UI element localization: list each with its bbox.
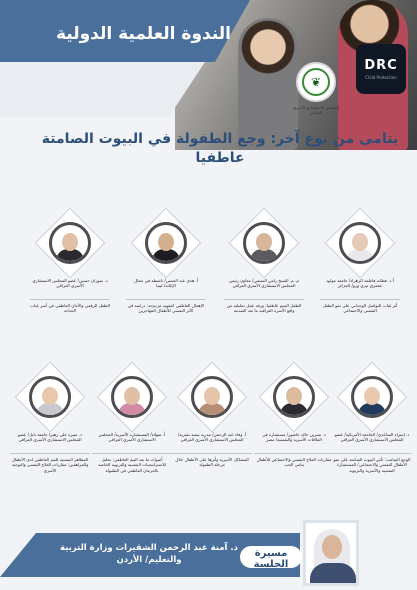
drc-logo-subtitle: Child Protection (365, 75, 397, 80)
council-logo (296, 62, 336, 102)
speaker-photo (49, 222, 91, 264)
speaker-name: د. نسرين خالد عاشور/ مستشارة في العلاقات الأسرية والنفسية/ مصر (254, 432, 334, 454)
drc-logo-text: DRC (364, 58, 398, 73)
speaker-photo (111, 376, 153, 418)
speaker-name: أ.د. فطانة فاطمة الزهراء/ جامعة مولود معمري تيزي وزو/ الجزائر (320, 278, 400, 300)
session-chair-name: د. آمنة عبد الرحمن الشقيرات وزارة التربية والتعليم/ الأردن (60, 543, 238, 565)
speaker-topic: المظاهر النفسية لليتم العاطفي لدى الأطفال والمراهقين: مقاربات العلاج النفسي والتوجيه الأسري (11, 457, 89, 473)
speaker-topic: الطفل اليتيم عاطفيا: ورقة عمل تحليلية من واقع الأسرة العراقية ما بعد الصدمة (226, 303, 302, 314)
laurel-icon: ❦ (302, 68, 330, 96)
speaker-name: أ. هدى عبد الحسن/ ناشطة في مجال الإغاثة/ ليبيا (126, 278, 206, 300)
speaker-photo (351, 376, 393, 418)
symposium-title: الندوة العلمية الدولية (55, 24, 231, 44)
drc-logo (356, 44, 406, 94)
speaker-card (30, 212, 110, 314)
speaker-topic: أثر غياب التواصل الوجداني على نمو الطفل النفسي والاجتماعي (322, 303, 398, 314)
speaker-card (172, 366, 252, 468)
speaker-topic: أصوات ما بعد اليتم العاطفي: تحليل للاستراتيجيات النفسية والتربوية الخاصة بالحرمان العاطفي في الطفولة (98, 457, 166, 473)
session-chair-label: مسيرة الجلسة (253, 548, 289, 570)
speaker-name: د. إسراء الساعدي/ الجامعة الأمريكية/ عضو المجلس الاستشاري الأسري العراقي (332, 432, 412, 454)
speaker-name: أ. شهلاء/ المستشارة الأسرية/ المجلس الاستشاري الأسري العراقي (92, 432, 172, 454)
speaker-name: م. م. الشيخ رامي التميمي/ معاون رئيس المجلس الاستشاري الأسري العراقي (224, 278, 304, 300)
speaker-photo (273, 376, 315, 418)
speakers-row-1 (0, 212, 417, 332)
speaker-card (254, 366, 334, 468)
speaker-topic: الإهمال العاطفي كعقوبة مزدوجة: دراسة في الأثر النفسي للأطفال المهاجرين (127, 303, 205, 314)
speaker-card (332, 366, 412, 473)
speaker-photo (29, 376, 71, 418)
session-chair-photo (303, 520, 359, 586)
speaker-card (10, 366, 90, 473)
speaker-name: د. سوزان حسين/ عضو المجلس الاستشاري الأسري العراقي (30, 278, 110, 300)
speaker-topic: المشاكل الأسرية وأثرها على الأطفال خلال مرحلة الطفولة (175, 457, 249, 468)
speaker-card (92, 366, 172, 473)
speaker-topic: الوجع الصامت: تأثير البيوت الصامتة على نمو الأطفال النفسي والاجتماعي/ المستشارة النفسية والأسرية والتربوية (333, 457, 411, 473)
speaker-photo (339, 222, 381, 264)
speaker-topic: مقاربات العلاج النفسي والاجتماعي للأطفال يتامى الحب (256, 457, 332, 468)
speaker-topic: الطفل الرقمي والأمان العاطفي في أسر غياب الحداثة (30, 303, 110, 314)
speaker-card (224, 212, 304, 314)
speakers-row-2 (0, 366, 417, 506)
speaker-photo (145, 222, 187, 264)
speaker-card (126, 212, 206, 314)
speaker-card (320, 212, 400, 314)
event-title: يتامى من نوع آخر: وجع الطفولة في البيوت الصامتة عاطفيا (41, 131, 399, 166)
speaker-name: د. منيرة علي زهير/ جامعة بابل/ عضو المجلس الاستشاري الأسري العراقي (10, 432, 90, 454)
speaker-photo (191, 376, 233, 418)
council-logo-caption: المجلس الاستشاري الأسري العراقي (292, 105, 340, 115)
speaker-name: أ. وفاء عبد الرحمن/ مدربة تنمية بشرية/ المجلس الاستشاري الأسري العراقي (172, 432, 252, 454)
speaker-photo (243, 222, 285, 264)
